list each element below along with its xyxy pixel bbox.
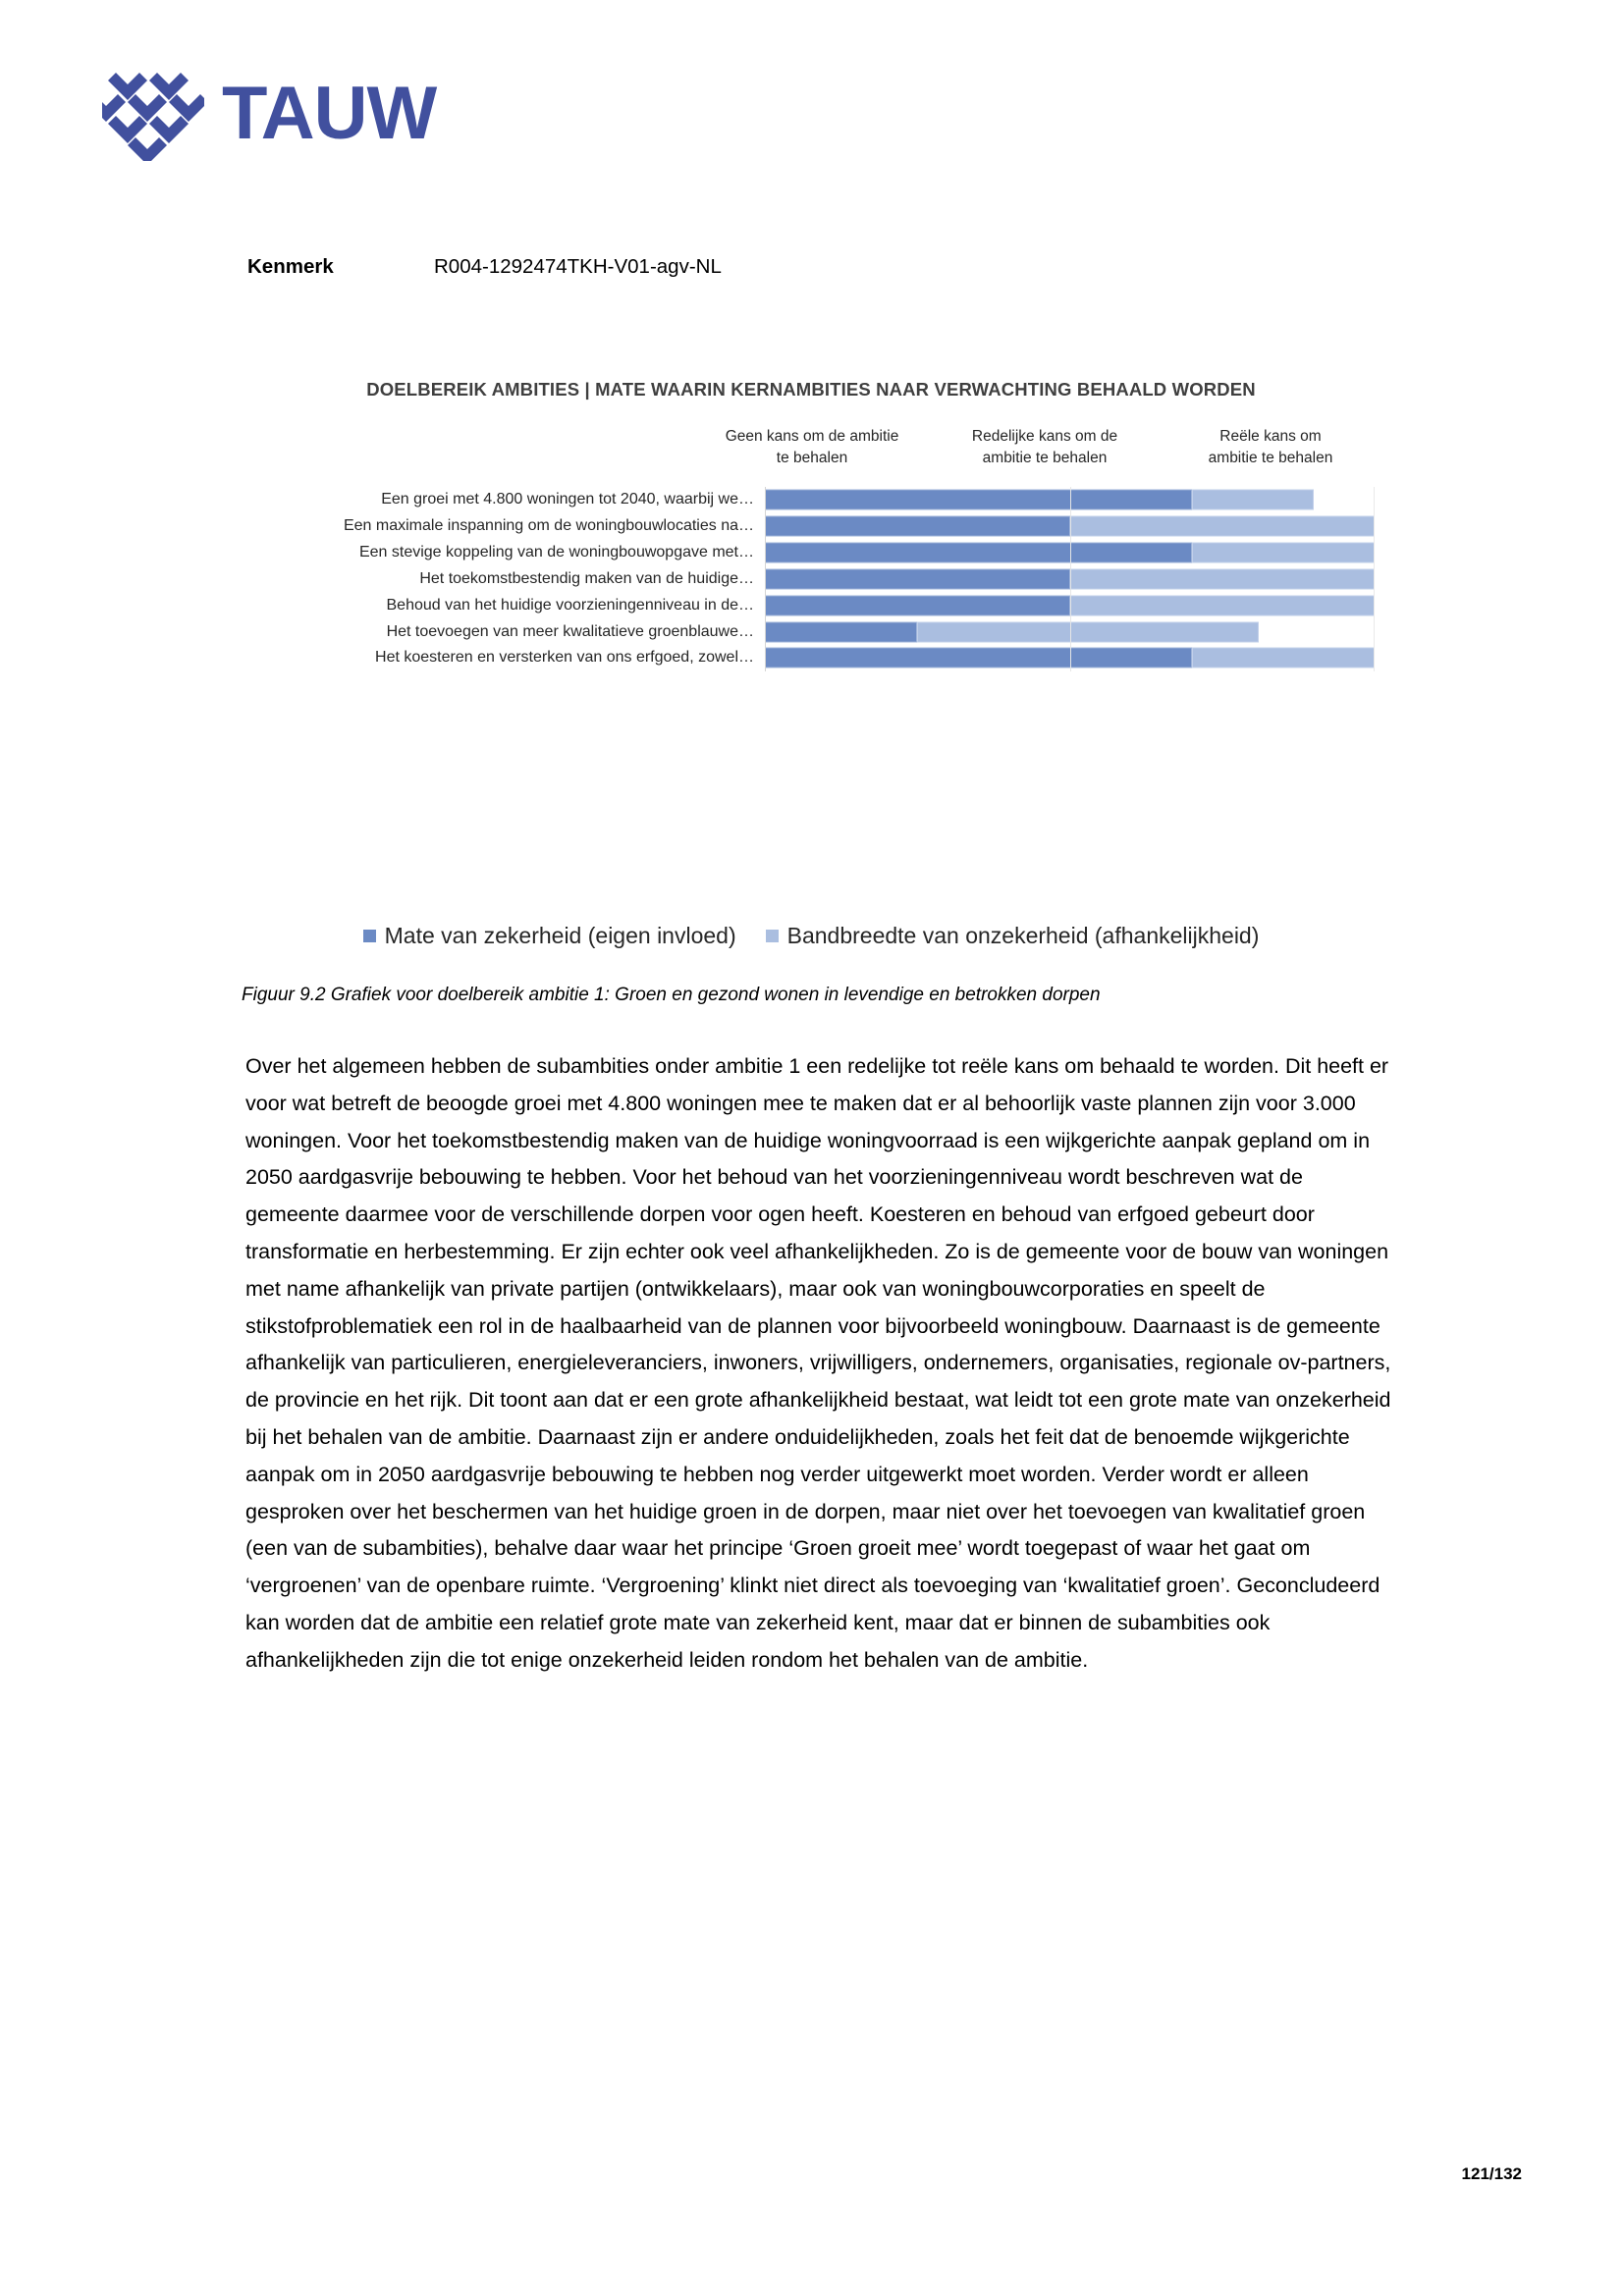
chart-segment-bandbreedte	[917, 621, 1259, 642]
chart-legend	[247, 923, 1375, 949]
chart-category-label: Behoud van het huidige voorzieningenniveau in de…	[386, 596, 754, 614]
tauw-logo	[102, 67, 436, 161]
body-paragraph: Over het algemeen hebben de subambities onder ambitie 1 een redelijke tot reële kans om behaald te worden. Dit heeft er voor wat betreft de beoogde groei met 4.800 woningen mee te maken dat er al behoorlijk vaste plannen zijn voor 3.000 woningen. Voor het toekomstbestendig maken van de huidige woningvoorraad is een wijkgerichte aanpak gepland om in 2050 aardgasvrije bebouwing te hebben. Voor het behoud van het voorzieningenniveau wordt beschreven wat de gemeente daarmee voor de verschillende dorpen voor ogen heeft. Koesteren en behoud van erfgoed gebeurt door transformatie en herbestemming. Er zijn echter ook veel afhankelijkheden. Zo is de gemeente voor de bouw van woningen met name afhankelijk van private partijen (ontwikkelaars), maar ook van woningbouwcorporaties en speelt de stikstofproblematiek een rol in de haalbaarheid van de plannen voor bijvoorbeeld woningbouw. Daarnaast is de gemeente afhankelijk van particulieren, energieleveranciers, inwoners, vrijwilligers, ondernemers, organisaties, regionale ov-partners, de provincie en het rijk. Dit toont aan dat er een grote afhankelijkheid bestaat, wat leidt tot een grote mate van onzekerheid bij het behalen van de ambitie. Daarnaast zijn er andere onduidelijkheden, zoals het feit dat de benoemde wijkgerichte aanpak om in 2050 aardgasvrije bebouwing te hebben nog verder uitgewerkt moet worden. Verder wordt er alleen gesproken over het beschermen van het huidige groen in de dorpen, maar niet over het toevoegen van kwalitatief groen (een van de subambities), behalve daar waar het principe ‘Groen groeit mee’ wordt toegepast of waar het gaat om ‘vergroenen’ van de openbare ruimte. ‘Vergroening’ klinkt niet direct als toevoeging van ‘kwalitatief groen’. Geconcludeerd kan worden dat de ambitie een relatief grote mate van zekerheid kent, maar dat er binnen de subambities ook afhankelijkheden zijn die tot enige onzekerheid leiden rondom het behalen van de ambitie.	[245, 1054, 1391, 1672]
zone-header-row	[247, 426, 1375, 487]
tauw-wordmark: TAUW	[222, 72, 437, 155]
zone-header-line1: Reële kans om	[1219, 428, 1322, 445]
chart-segment-zekerheid	[765, 648, 1192, 668]
kenmerk-label: Kenmerk	[247, 255, 334, 278]
zone-header-line1: Geen kans om de ambitie	[725, 428, 899, 445]
legend-item[interactable]	[766, 923, 1260, 949]
chart-stacked-bar	[765, 648, 1375, 668]
chart-segment-zekerheid	[765, 595, 1070, 615]
chart-segment-zekerheid	[765, 543, 1192, 563]
chart-category-label: Het toekomstbestendig maken van de huidige…	[419, 569, 754, 587]
legend-item[interactable]	[363, 923, 736, 949]
chart-segment-zekerheid	[765, 568, 1070, 589]
chart-bar-row	[247, 487, 1375, 513]
zone-header-line2: ambitie te behalen	[1208, 450, 1333, 466]
zone-header-line2: te behalen	[776, 450, 848, 466]
legend-swatch-icon	[766, 930, 779, 942]
chart-bar-row	[247, 645, 1375, 671]
chart-bar-track	[765, 540, 1375, 566]
chart-segment-bandbreedte	[1192, 543, 1375, 563]
chart-stacked-bar	[765, 516, 1375, 537]
kenmerk-row	[247, 255, 722, 279]
kenmerk-value: R004-1292474TKH-V01-agv-NL	[434, 255, 722, 278]
chart-segment-bandbreedte	[1070, 595, 1376, 615]
legend-swatch-icon	[363, 930, 376, 942]
zone-header-redelijke-kans	[932, 426, 1158, 469]
chart-bar-track	[765, 513, 1375, 540]
chart-category-label: Het koesteren en versterken van ons erfgoed, zowel…	[375, 649, 754, 667]
chart-stacked-bar	[765, 568, 1375, 589]
chart-stacked-bar	[765, 621, 1259, 642]
legend-label: Bandbreedte van onzekerheid (afhankelijkheid)	[786, 923, 1260, 948]
chart-segment-zekerheid	[765, 516, 1070, 537]
legend-label: Mate van zekerheid (eigen invloed)	[384, 923, 736, 948]
chart-segment-bandbreedte	[1192, 490, 1314, 510]
zone-header-geen-kans	[699, 426, 925, 469]
chart-stacked-bar	[765, 595, 1375, 615]
chart-bar-track	[765, 566, 1375, 593]
page-number: 121/132	[1461, 2164, 1522, 2183]
tauw-chevron-lattice-icon	[102, 67, 204, 161]
chart-rows	[247, 487, 1375, 671]
chart-plot-area	[247, 426, 1375, 671]
chart-bar-row	[247, 618, 1375, 645]
chart-bar-track	[765, 592, 1375, 618]
chart-bar-row	[247, 592, 1375, 618]
chart-category-label: Een stevige koppeling van de woningbouwopgave met…	[358, 544, 754, 561]
zone-header-reele-kans	[1158, 426, 1383, 469]
chart-title: DOELBEREIK AMBITIES | MATE WAARIN KERNAMBITIES NAAR VERWACHTING BEHAALD WORDEN	[366, 379, 1256, 400]
zone-header-line2: ambitie te behalen	[982, 450, 1108, 466]
chart-stacked-bar	[765, 543, 1375, 563]
chart-segment-bandbreedte	[1192, 648, 1375, 668]
chart-bar-row	[247, 513, 1375, 540]
chart-segment-zekerheid	[765, 490, 1192, 510]
chart-bar-track	[765, 487, 1375, 513]
chart-category-label: Een groei met 4.800 woningen tot 2040, waarbij we…	[381, 491, 754, 508]
chart-segment-bandbreedte	[1070, 516, 1376, 537]
figure-caption: Figuur 9.2 Grafiek voor doelbereik ambitie 1: Groen en gezond wonen in levendige en betrokken dorpen	[242, 985, 1101, 1005]
chart-stacked-bar	[765, 490, 1314, 510]
chart-segment-bandbreedte	[1070, 568, 1376, 589]
chart-bar-track	[765, 618, 1375, 645]
zone-header-line1: Redelijke kans om de	[971, 428, 1118, 445]
chart-category-label: Een maximale inspanning om de woningbouwlocaties na…	[343, 517, 754, 535]
chart-segment-zekerheid	[765, 621, 917, 642]
doelbereik-chart	[247, 379, 1375, 671]
chart-bar-row	[247, 540, 1375, 566]
chart-bar-track	[765, 645, 1375, 671]
chart-bar-row	[247, 566, 1375, 593]
chart-category-label: Het toevoegen van meer kwalitatieve groenblauwe…	[386, 622, 754, 640]
